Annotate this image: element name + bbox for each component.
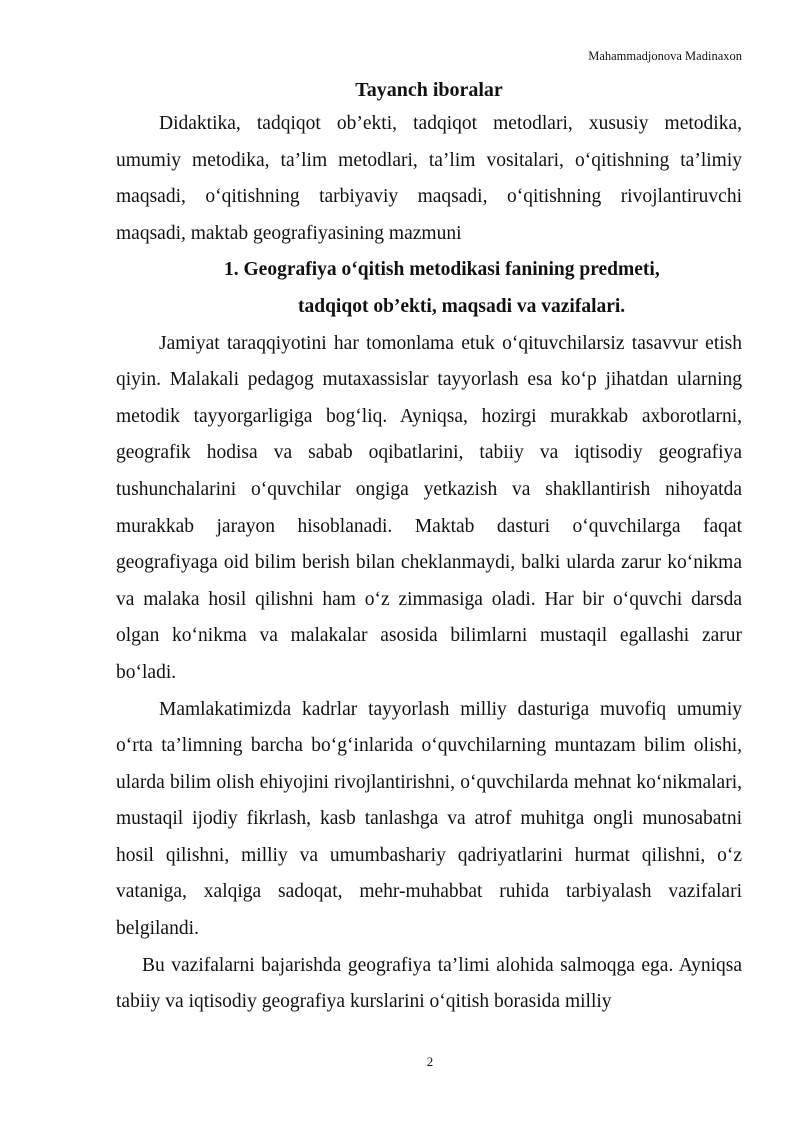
page-number: 2 — [426, 1054, 434, 1069]
keywords-paragraph: Didaktika, tadqiqot ob’ekti, tadqiqot metodlari, xususiy metodika, umumiy metodika, ta’lim metodlari, ta’lim vositalari, o‘qitishning ta’limiy maqsadi, o‘qitishning tarbiyaviy maqsadi, o‘qitishning rivojlantiruvchi maqsadi, maktab geografiyasining mazmuni — [116, 113, 742, 244]
body-paragraph-1: Jamiyat taraqqiyotini har tomonlama etuk o‘qituvchilarsiz tasavvur etish qiyin. Malakali pedagog mutaxassislar tayyorlash esa ko‘p jihatdan ularning metodik tayyorgarligiga bog‘liq. Ayniqsa, hozirgi murakkab axborotlarni, geografik hodisa va sabab oqibatlarini, tabiiy va iqtisodiy geografiya tushunchalarini o‘quvchilar ongiga yetkazish va shakllantirish nihoyatda murakkab jarayon hisoblanadi. Maktab dasturi o‘quvchilarga faqat geografiyaga oid bilim berish bilan cheklanmaydi, balki ularda zarur ko‘nikma va malaka hosil qilishni ham o‘z zimmasiga oladi. Har bir o‘quvchi darsda olgan ko‘nikma va malakalar asosida bilimlarni mustaqil egallashi zarur bo‘ladi. — [116, 332, 742, 683]
page-content — [116, 74, 742, 1021]
body-paragraph-3: Bu vazifalarni bajarishda geografiya ta’limi alohida salmoqga ega. Ayniqsa tabiiy va iqtisodiy geografiya kurslarini o‘qitish borasida milliy — [116, 954, 742, 1013]
running-header-author: Mahammadjonova Madinaxon — [588, 49, 742, 63]
section-number: 1. — [224, 259, 239, 281]
section-title — [116, 252, 742, 325]
keywords-heading: Tayanch iboralar — [355, 79, 503, 101]
section-title-line1: Geografiya o‘qitish metodikasi fanining predmeti, — [243, 259, 660, 281]
section-title-line2: tadqiqot ob’ekti, maqsadi va vazifalari. — [298, 295, 626, 317]
body-paragraph-2: Mamlakatimizda kadrlar tayyorlash milliy dasturiga muvofiq umumiy o‘rta ta’limning barcha bo‘g‘inlarida o‘quvchilarning muntazam bilim olishi, ularda bilim olish ehiyojini rivojlantirishni, o‘quvchilarda mehnat ko‘nikmalari, mustaqil ijodiy fikrlash, kasb tanlashga va atrof muhitga ongli munosabatni hosil qilishni, milliy va umumbashariy qadriyatlarini hurmat qilishni, o‘z vataniga, xalqiga sadoqat, mehr-muhabbat ruhida tarbiyalash vazifalari belgilandi. — [116, 698, 742, 940]
